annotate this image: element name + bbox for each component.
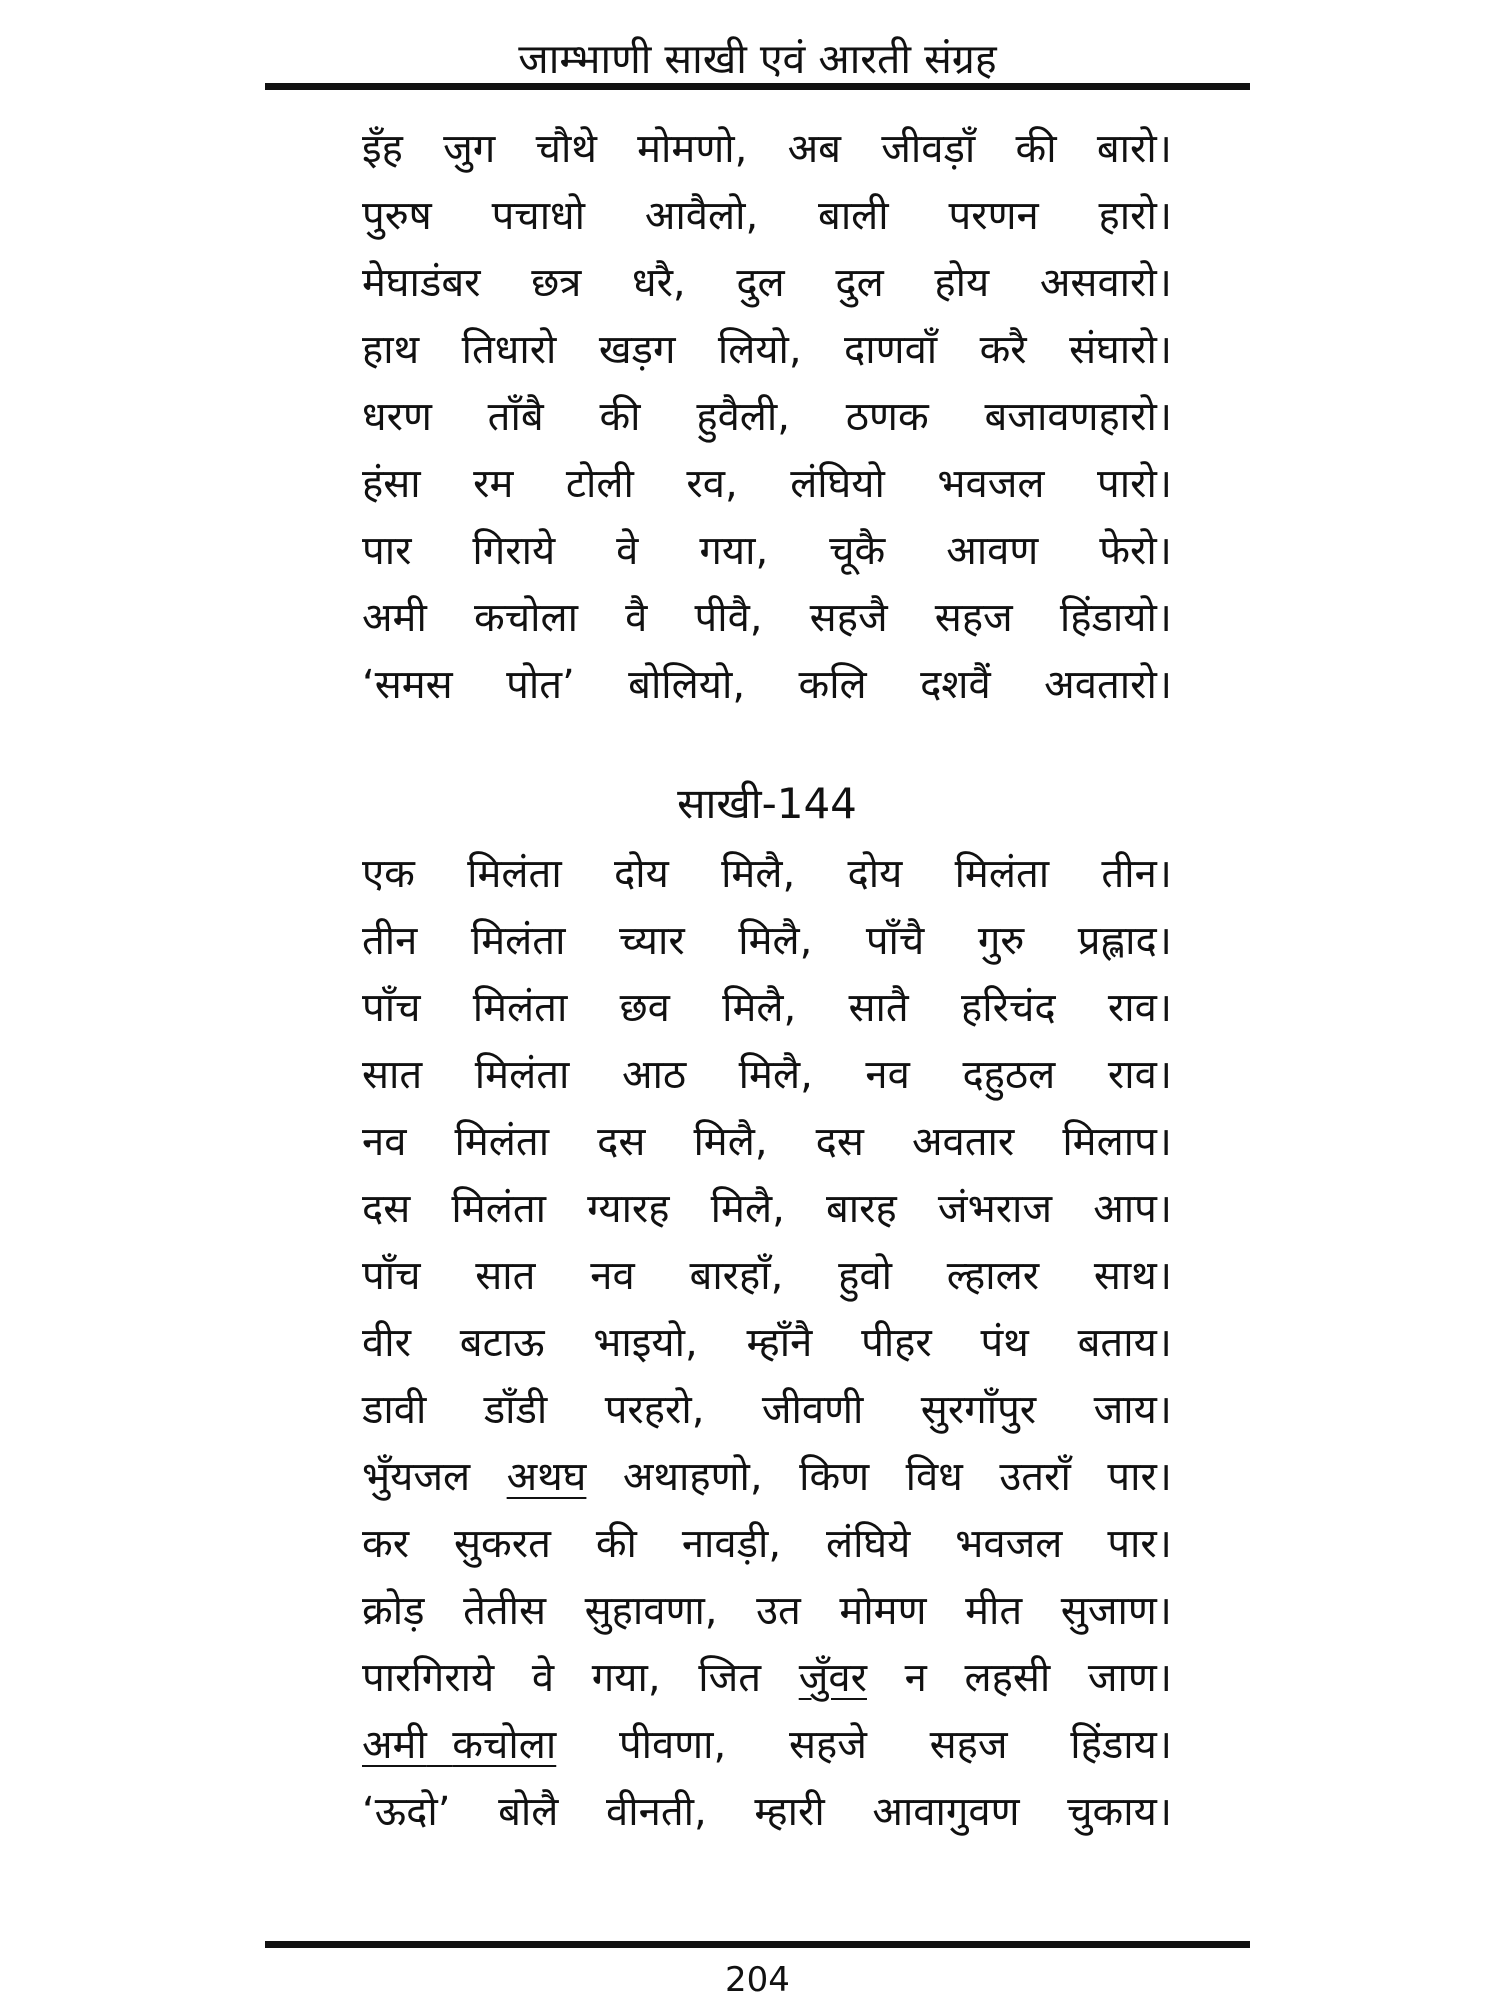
verse-line <box>362 1042 1172 1109</box>
verse-line <box>362 183 1172 250</box>
verse-word: बटाऊ <box>459 1320 545 1366</box>
verse-word: लहसी <box>964 1655 1051 1701</box>
verse-word: प्रह्लाद। <box>1077 918 1172 964</box>
verse-word: वै <box>625 595 648 641</box>
verse-word: हिंडायो। <box>1059 595 1172 641</box>
verse-word: डावी <box>362 1387 427 1433</box>
verse-word: धरण <box>362 394 432 440</box>
verse-word: सुरगाँपुर <box>920 1387 1037 1433</box>
verse-word: सुहावणा, <box>584 1588 718 1634</box>
underlined-word: अथघ <box>506 1454 587 1500</box>
verse-word: पुरुष <box>362 193 432 239</box>
verse-word: नव <box>590 1253 635 1299</box>
verse-word: मेघाडंबर <box>362 260 481 306</box>
verse-word: बारह <box>825 1186 897 1232</box>
verse-word: भाइयो, <box>593 1320 698 1366</box>
verse-word: सुकरत <box>454 1521 551 1567</box>
verse-word: हुवो <box>838 1253 892 1299</box>
underlined-word <box>362 1712 556 1779</box>
verse-line <box>362 1176 1172 1243</box>
verse-word: कर <box>362 1521 410 1567</box>
verse-word: तीन। <box>1101 851 1172 897</box>
verse-word: मिलै, <box>738 1052 813 1098</box>
verse-word: आवागुवण <box>872 1789 1020 1835</box>
verse-word: नव <box>362 1119 407 1165</box>
underlined-word-part: अमी <box>362 1722 427 1768</box>
verse-word: पीवणा, <box>618 1722 727 1768</box>
verse-word: उतराँ <box>999 1454 1071 1500</box>
verse-line <box>362 384 1172 451</box>
verse-word: च्यार <box>618 918 685 964</box>
verse-word: चौथे <box>535 126 597 172</box>
verse-word: जीवणी <box>761 1387 864 1433</box>
verse-word: जीवड़ाँ <box>881 126 976 172</box>
verse-word: करै <box>979 327 1027 373</box>
verse-word: मिलै, <box>693 1119 768 1165</box>
verse-word: मिलंता <box>467 851 562 897</box>
verse-line <box>362 1310 1172 1377</box>
verse-word: बताय। <box>1077 1320 1172 1366</box>
verse-word: वीर <box>362 1320 411 1366</box>
verse-word: की <box>595 1521 637 1567</box>
page-number: 204 <box>725 1960 790 2000</box>
verse-word: दोय <box>613 851 669 897</box>
verse-word: बजावणहारो। <box>984 394 1172 440</box>
verse-word: हाथ <box>362 327 420 373</box>
verse-word: कलि <box>798 662 867 708</box>
verse-word: अवतार <box>911 1119 1015 1165</box>
verse-word: छव <box>619 985 670 1031</box>
verse-word: मिलंता <box>954 851 1050 897</box>
verse-word: दुल <box>835 260 884 306</box>
verse-word: दहुठल <box>962 1052 1056 1098</box>
verse-line <box>362 1109 1172 1176</box>
verse-word: मिलै, <box>710 1186 785 1232</box>
verse-word: धरै, <box>631 260 686 306</box>
verse-word: विध <box>905 1454 963 1500</box>
verse-word: संघारो। <box>1069 327 1172 373</box>
verse-line <box>362 1444 1172 1511</box>
verse-word: गुरु <box>977 918 1025 964</box>
verse-line <box>362 975 1172 1042</box>
verse-word: मिलंता <box>474 1052 570 1098</box>
verse-word: परहरो, <box>604 1387 705 1433</box>
verse-word: दोय <box>847 851 903 897</box>
verse-line <box>362 116 1172 183</box>
verse-word: हरिचंद <box>960 985 1056 1031</box>
verse-word: छत्र <box>531 260 582 306</box>
verse-word: वे <box>531 1655 555 1701</box>
running-header-title: जाम्भाणी साखी एवं आरती संग्रह <box>518 35 997 83</box>
verse-word: लंघिये <box>826 1521 911 1567</box>
verse-line <box>362 451 1172 518</box>
verse-word: मिलंता <box>454 1119 550 1165</box>
verse-word: पंथ <box>980 1320 1029 1366</box>
verse-word: क्रोड़ <box>362 1588 425 1634</box>
verse-word: पीहर <box>861 1320 932 1366</box>
verse-word: ‘ऊदो’ <box>362 1789 451 1835</box>
underlined-word: जुँवर <box>798 1655 867 1701</box>
verse-word: पार। <box>1107 1521 1172 1567</box>
footer-rule <box>265 1941 1250 1948</box>
verse-line <box>362 1712 1172 1779</box>
verse-word: रम <box>473 461 514 507</box>
verse-word: बोलियो, <box>628 662 746 708</box>
verse-word: अवतारो। <box>1044 662 1172 708</box>
verse-word: भवजल <box>955 1521 1063 1567</box>
verse-word: ल्हालर <box>946 1253 1040 1299</box>
verse-word: पार। <box>1107 1454 1172 1500</box>
verse-line <box>362 518 1172 585</box>
verse-word: आवण <box>946 528 1039 574</box>
verse-word: दस <box>597 1119 646 1165</box>
verse-word: सुजाण। <box>1060 1588 1172 1634</box>
verse-word: जंभराज <box>937 1186 1053 1232</box>
verse-line <box>362 585 1172 652</box>
verse-word: ठणक <box>845 394 929 440</box>
verse-word: सहज <box>934 595 1013 641</box>
underlined-word-part: कचोला <box>452 1722 557 1768</box>
verse-word: मिलै, <box>722 985 797 1031</box>
verse-word: जाय। <box>1093 1387 1172 1433</box>
verse-line <box>362 1578 1172 1645</box>
verse-line <box>362 1511 1172 1578</box>
verse-word: आठ <box>621 1052 687 1098</box>
verse-word: वीनती, <box>606 1789 707 1835</box>
verse-word: जुग <box>443 126 496 172</box>
verse-word: बारहाँ, <box>689 1253 784 1299</box>
verse-word: लंघियो <box>790 461 885 507</box>
verse-line <box>362 1243 1172 1310</box>
verse-word: परणन <box>948 193 1039 239</box>
verse-block-top <box>362 116 1172 719</box>
verse-line <box>362 250 1172 317</box>
verse-word: सात <box>362 1052 423 1098</box>
verse-word: मिलाप। <box>1062 1119 1172 1165</box>
verse-word: तिधारो <box>461 327 557 373</box>
verse-word: सहज <box>929 1722 1008 1768</box>
verse-word: मोमणो, <box>637 126 748 172</box>
verse-word: अब <box>787 126 841 172</box>
verse-word: असवारो। <box>1039 260 1172 306</box>
verse-word: पारगिराये <box>362 1655 495 1701</box>
verse-word: किण <box>799 1454 870 1500</box>
verse-word: बाली <box>817 193 889 239</box>
verse-word: कचोला <box>473 595 578 641</box>
verse-word: सातै <box>848 985 909 1031</box>
verse-word: पाँचै <box>865 918 925 964</box>
verse-word: तीन <box>362 918 418 964</box>
verse-word: राव। <box>1107 985 1172 1031</box>
verse-word: रव, <box>686 461 738 507</box>
verse-word: खड़ग <box>598 327 676 373</box>
verse-word: चूकै <box>829 528 886 574</box>
verse-word: आवैलो, <box>644 193 759 239</box>
verse-word: म्हाँनै <box>746 1320 813 1366</box>
verse-word: ग्यारह <box>587 1186 670 1232</box>
verse-word: तेतीस <box>463 1588 547 1634</box>
verse-word: हिंडाय। <box>1070 1722 1172 1768</box>
header-rule <box>265 83 1250 90</box>
verse-word: भुँयजल <box>362 1454 471 1500</box>
verse-line <box>362 908 1172 975</box>
verse-line <box>362 1377 1172 1444</box>
verse-word: मिलंता <box>451 1186 546 1232</box>
verse-word: ताँबै <box>487 394 544 440</box>
verse-word: पोत’ <box>506 662 575 708</box>
verse-word: दस <box>362 1186 411 1232</box>
verse-word: आप। <box>1093 1186 1172 1232</box>
verse-word: मिलै, <box>721 851 796 897</box>
verse-word: एक <box>362 851 415 897</box>
verse-word: ‘समस <box>362 662 453 708</box>
verse-word: नावड़ी, <box>681 1521 782 1567</box>
verse-word: नव <box>865 1052 910 1098</box>
verse-word: डाँडी <box>483 1387 548 1433</box>
verse-word: हुवैली, <box>696 394 791 440</box>
verse-word: सहजै <box>809 595 888 641</box>
verse-word: की <box>1015 126 1057 172</box>
verse-word: दस <box>815 1119 864 1165</box>
verse-word: हंसा <box>362 461 421 507</box>
verse-word: गया, <box>591 1655 661 1701</box>
verse-word: गिराये <box>472 528 556 574</box>
verse-word: जित <box>698 1655 762 1701</box>
verse-block-bottom <box>362 841 1172 1846</box>
verse-word: राव। <box>1107 1052 1172 1098</box>
verse-line <box>362 317 1172 384</box>
verse-word: इँह <box>362 126 403 172</box>
verse-word: वे <box>616 528 639 574</box>
section-heading: साखी-144 <box>677 779 857 828</box>
verse-word: बारो। <box>1096 126 1172 172</box>
verse-word: होय <box>934 260 990 306</box>
verse-word: मोमण <box>839 1588 927 1634</box>
verse-word: मिलंता <box>470 918 566 964</box>
verse-word: सहजे <box>788 1722 867 1768</box>
verse-word: भवजल <box>937 461 1045 507</box>
verse-word: म्हारी <box>754 1789 825 1835</box>
verse-word: गया, <box>699 528 769 574</box>
verse-word: लियो, <box>717 327 802 373</box>
verse-line <box>362 841 1172 908</box>
verse-word: जाण। <box>1087 1655 1172 1701</box>
verse-word: मीत <box>965 1588 1023 1634</box>
verse-word: न <box>904 1655 927 1701</box>
verse-word: सात <box>475 1253 536 1299</box>
verse-word: पार <box>362 528 412 574</box>
verse-word: मिलंता <box>472 985 568 1031</box>
verse-line <box>362 1645 1172 1712</box>
verse-word: पचाधो <box>491 193 586 239</box>
verse-word: दशवैं <box>920 662 991 708</box>
verse-word: पीवै, <box>694 595 763 641</box>
verse-word: साथ। <box>1093 1253 1172 1299</box>
verse-word: चुकाय। <box>1067 1789 1172 1835</box>
verse-word: दुल <box>736 260 785 306</box>
verse-word: उत <box>756 1588 801 1634</box>
verse-word: अथाहणो, <box>622 1454 763 1500</box>
verse-word: पारो। <box>1097 461 1172 507</box>
verse-word: अमी <box>362 595 427 641</box>
verse-word: टोली <box>565 461 634 507</box>
verse-word: दाणवाँ <box>844 327 938 373</box>
verse-line <box>362 1779 1172 1846</box>
verse-word: पाँच <box>362 985 421 1031</box>
verse-word: फेरो। <box>1099 528 1172 574</box>
verse-word: की <box>599 394 641 440</box>
verse-word: बोलै <box>498 1789 559 1835</box>
verse-line <box>362 652 1172 719</box>
verse-word: हारो। <box>1098 193 1172 239</box>
verse-word: पाँच <box>362 1253 421 1299</box>
verse-word: मिलै, <box>738 918 813 964</box>
